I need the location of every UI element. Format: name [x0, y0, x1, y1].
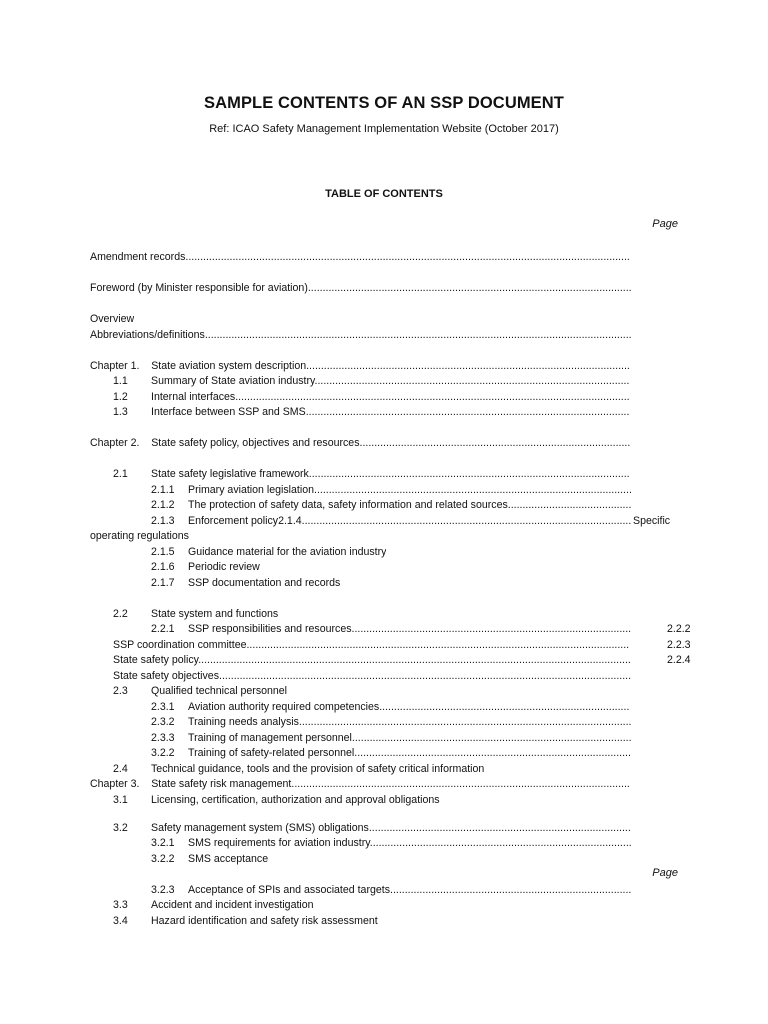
toc-entry-2-3 — [113, 684, 287, 698]
dot-leader: ............................................................................................... — [351, 623, 632, 635]
dot-leader: .............................................................................................. — [354, 747, 631, 759]
toc-entry-2-4 — [113, 762, 484, 776]
dot-leader: ................................................................................................................................................... — [198, 654, 631, 666]
toc-entry-text: Chapter 3. State safety risk management — [90, 778, 292, 790]
toc-entry-text: Abbreviations/definitions — [90, 329, 205, 341]
section-number: 2.1.2 — [151, 499, 175, 511]
section-number: 3.1 — [113, 794, 128, 806]
dot-leader: .......................................... — [507, 499, 632, 511]
section-number: 2.1.3 — [151, 515, 175, 527]
dot-leader: .................................................................................. — [390, 884, 632, 896]
section-number: 2.3 — [113, 685, 128, 697]
toc-entry-text: Chapter 2. State safety policy, objectives and resources — [90, 437, 360, 449]
section-number: 2.3.3 — [151, 732, 175, 744]
dot-leader: ........................................................................................................... — [314, 375, 630, 387]
section-number: 2.2.1 — [151, 623, 175, 635]
toc-entry-text: Licensing, certification, authorization and approval obligations — [151, 794, 440, 806]
toc-entry-text: Technical guidance, tools and the provision of safety critical information — [151, 763, 485, 775]
toc-entry-2-2 — [113, 607, 278, 621]
dot-leader: ......................................................................................... — [369, 837, 632, 849]
toc-entry-text: SSP documentation and records — [188, 577, 341, 589]
dot-leader: ............................................................................................................................................ — [219, 670, 632, 682]
page-label-2: Page — [652, 867, 678, 879]
toc-entry-text: Chapter 1. State aviation system description — [90, 360, 307, 372]
dot-leader: ....................................................................................................................................................... — [185, 251, 630, 263]
toc-entry-3-2 — [113, 821, 632, 835]
section-number: 3.3 — [113, 899, 128, 911]
section-number: 3.2.1 — [151, 837, 175, 849]
toc-entry-2-3-1 — [151, 700, 632, 714]
toc-entry-state-safety-policy — [113, 653, 632, 667]
toc-entry-text: Amendment records — [90, 251, 186, 263]
toc-entry-1-1 — [113, 374, 632, 388]
toc-entry-text: The protection of safety data, safety information and related sources — [188, 499, 508, 511]
toc-entry-text: Specific — [633, 515, 671, 527]
section-number: 1.2 — [113, 391, 128, 403]
toc-entry-text: State safety policy — [113, 654, 199, 666]
toc-entry-text: SMS acceptance — [188, 853, 269, 865]
toc-heading: TABLE OF CONTENTS — [325, 188, 443, 200]
dot-leader: ................................................................................................................................................. — [204, 329, 632, 341]
toc-entry-text: Enforcement policy2.1.4 — [188, 515, 302, 527]
toc-entry-text: SSP coordination committee — [113, 639, 247, 651]
toc-entry-text: State system and functions — [151, 608, 279, 620]
toc-entry-2-1-5 — [151, 545, 386, 559]
toc-entry-text: State safety legislative framework — [151, 468, 309, 480]
toc-entry-text: Qualified technical personnel — [151, 685, 288, 697]
toc-entry-3-4 — [113, 914, 378, 928]
toc-entry-2-1-3 — [151, 514, 632, 528]
toc-entry-2-1-6 — [151, 560, 260, 574]
document-reference: Ref: ICAO Safety Management Implementation Website (October 2017) — [209, 123, 559, 135]
toc-entry-text: Primary aviation legislation — [188, 484, 315, 496]
dot-leader: ............................................................................................................. — [308, 468, 630, 480]
dot-leader: ..................................................................................... — [379, 701, 630, 713]
toc-entry-2-3-3 — [151, 731, 632, 745]
toc-entry-text: Training of management personnel — [188, 732, 352, 744]
toc-entry-foreword — [90, 281, 632, 295]
dot-leader: ................................................................................................................ — [301, 515, 632, 527]
dot-leader: .............................................................................................................. — [307, 282, 632, 294]
toc-entry-abbreviations — [90, 328, 632, 342]
toc-chapter-2 — [90, 436, 632, 450]
dot-leader: ......................................................................................... — [368, 822, 631, 834]
section-number: 2.1 — [113, 468, 128, 480]
toc-entry-operating-regulations — [90, 529, 189, 543]
section-number: 1.1 — [113, 375, 128, 387]
toc-entry-text: Periodic review — [188, 561, 260, 573]
section-number: 3.2 — [113, 822, 128, 834]
section-number: 2.1.7 — [151, 577, 175, 589]
toc-entry-3-2-2 — [151, 852, 268, 866]
section-number: 2.1.5 — [151, 546, 175, 558]
section-number: 2.4 — [113, 763, 128, 775]
toc-entry-text: Guidance material for the aviation industry — [188, 546, 387, 558]
toc-entry-2-1-1 — [151, 483, 632, 497]
toc-entry-specific-suffix — [633, 514, 670, 528]
toc-entry-text: Training of safety-related personnel — [188, 747, 355, 759]
toc-entry-text: SMS requirements for aviation industry — [188, 837, 370, 849]
dot-leader: ................................................................................................................. — [298, 716, 632, 728]
dot-leader: ............................................................................................................ — [314, 484, 632, 496]
toc-entry-2-1 — [113, 467, 632, 481]
toc-entry-text: Acceptance of SPIs and associated targets — [188, 884, 390, 896]
dot-leader: ............................................................................................ — [359, 437, 631, 449]
toc-entry-2-2-1 — [151, 622, 632, 636]
toc-entry-text: Interface between SSP and SMS — [151, 406, 306, 418]
toc-entry-state-safety-objectives — [113, 669, 632, 683]
toc-entry-text: Overview — [90, 313, 135, 325]
toc-entry-3-2-3 — [151, 883, 632, 897]
toc-entry-3-2-1 — [151, 836, 632, 850]
dot-leader: ............................................................................................... — [351, 732, 632, 744]
toc-entry-text: Hazard identification and safety risk assessment — [151, 915, 378, 927]
dot-leader: ................................................................................................................... — [291, 778, 630, 790]
toc-chapter-1 — [90, 359, 632, 373]
section-number: 2.3.1 — [151, 701, 175, 713]
toc-entry-overview — [90, 312, 134, 326]
toc-entry-1-3 — [113, 405, 632, 419]
section-number: 3.2.2 — [151, 747, 175, 759]
side-number-2-2-4: 2.2.4 — [667, 654, 691, 666]
toc-entry-text: SSP responsibilities and resources — [188, 623, 352, 635]
section-number: 2.1.6 — [151, 561, 175, 573]
section-number: 1.3 — [113, 406, 128, 418]
toc-entry-text: Aviation authority required competencies — [188, 701, 380, 713]
toc-entry-text: Foreword (by Minister responsible for aviation) — [90, 282, 308, 294]
section-number: 2.1.1 — [151, 484, 175, 496]
toc-entry-2-1-2 — [151, 498, 632, 512]
dot-leader: ...................................................................................................................................... — [235, 391, 630, 403]
section-number: 2.2 — [113, 608, 128, 620]
toc-entry-2-1-7 — [151, 576, 340, 590]
toc-entry-text: State safety objectives — [113, 670, 219, 682]
section-number: 3.4 — [113, 915, 128, 927]
toc-entry-3-3 — [113, 898, 314, 912]
toc-entry-3-1 — [113, 793, 440, 807]
toc-entry-text: Accident and incident investigation — [151, 899, 314, 911]
toc-entry-text: Training needs analysis — [188, 716, 299, 728]
toc-chapter-3 — [90, 777, 632, 791]
section-number: 3.2.3 — [151, 884, 175, 896]
toc-entry-ssp-coordination — [113, 638, 632, 652]
document-title: SAMPLE CONTENTS OF AN SSP DOCUMENT — [203, 94, 564, 112]
dot-leader: .................................................................................................................................. — [246, 639, 630, 651]
section-number: 2.3.2 — [151, 716, 175, 728]
toc-entry-text: Internal interfaces — [151, 391, 236, 403]
toc-entry-text: Safety management system (SMS) obligations — [151, 822, 369, 834]
toc-entry-3-2-2-training — [151, 746, 632, 760]
toc-entry-1-2 — [113, 390, 632, 404]
toc-entry-text: Summary of State aviation industry — [151, 375, 315, 387]
side-number-2-2-2: 2.2.2 — [667, 623, 691, 635]
dot-leader: .............................................................................................................. — [306, 360, 630, 372]
section-number: 3.2.2 — [151, 853, 175, 865]
dot-leader: .............................................................................................................. — [305, 406, 630, 418]
toc-entry-amendment — [90, 250, 632, 264]
side-number-2-2-3: 2.2.3 — [667, 639, 691, 651]
toc-entry-text: operating regulations — [90, 530, 189, 542]
toc-entry-2-3-2 — [151, 715, 632, 729]
page-label: Page — [652, 218, 678, 230]
